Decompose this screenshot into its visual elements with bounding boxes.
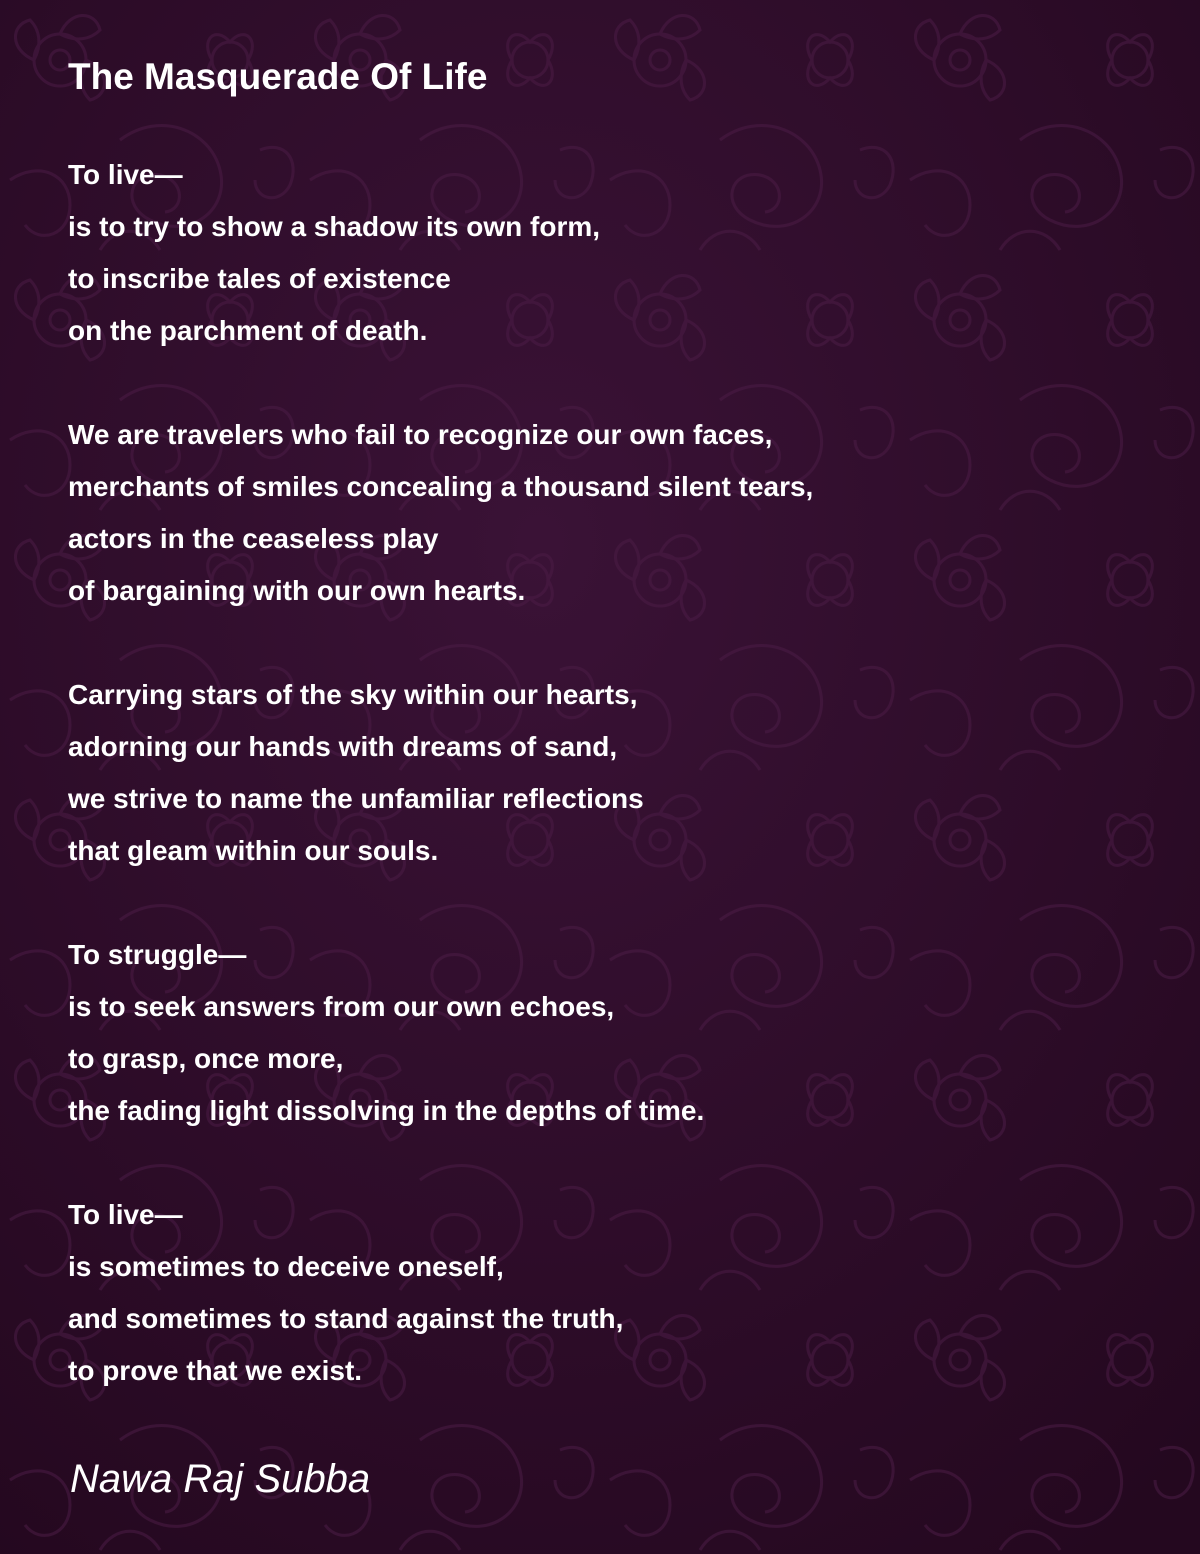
poem-line: and sometimes to stand against the truth, [68,1303,624,1334]
poem-line: of bargaining with our own hearts. [68,575,526,606]
stanza [68,149,813,357]
poem-line: merchants of smiles concealing a thousand silent tears, [68,471,814,502]
stanza [68,409,813,617]
stanza [68,929,813,1137]
poem-line: to grasp, once more, [68,1043,344,1074]
poem-line: To struggle— [68,939,247,970]
stanza [68,1189,813,1397]
poem-line: To live— [68,1199,183,1230]
poem-line: We are travelers who fail to recognize our own faces, [68,419,773,450]
poem-author: Nawa Raj Subba [70,1457,371,1501]
poem-line: is to try to show a shadow its own form, [68,211,601,242]
poem-line: is sometimes to deceive oneself, [68,1251,504,1282]
poem-line: adorning our hands with dreams of sand, [68,731,618,762]
poem-line: Carrying stars of the sky within our hearts, [68,679,638,710]
poem-body [68,149,813,1449]
poem-line: that gleam within our souls. [68,835,439,866]
poem-line: the fading light dissolving in the depths of time. [68,1095,705,1126]
poem-title: The Masquerade Of Life [68,56,488,97]
poem-card [68,0,1168,1554]
poem-line: To live— [68,159,183,190]
poem-line: actors in the ceaseless play [68,523,439,554]
poem-line: to inscribe tales of existence [68,263,451,294]
stanza [68,669,813,877]
poem-line: we strive to name the unfamiliar reflections [68,783,644,814]
poem-line: on the parchment of death. [68,315,428,346]
poem-line: to prove that we exist. [68,1355,363,1386]
poem-line: is to seek answers from our own echoes, [68,991,615,1022]
